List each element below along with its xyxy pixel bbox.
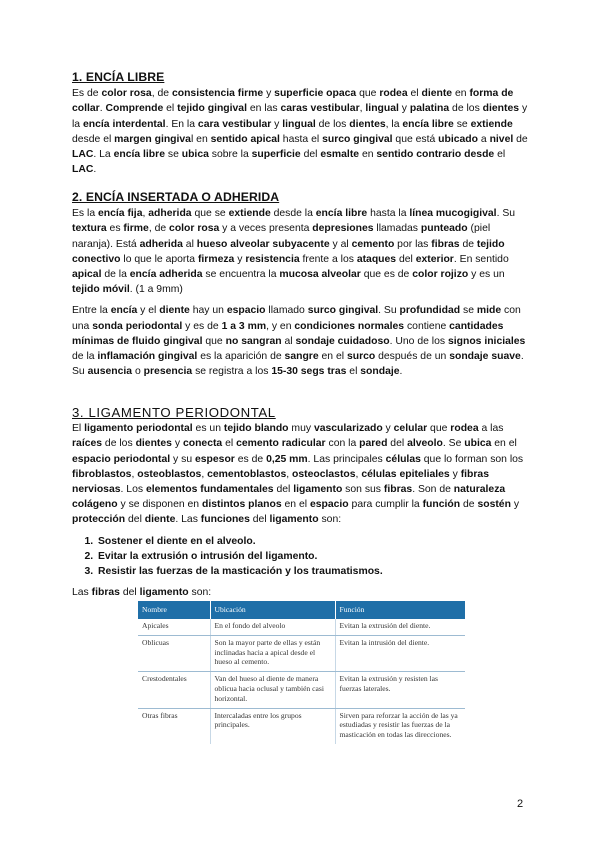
text-run: , la	[385, 118, 403, 130]
bold-run: superficie opaca	[274, 88, 357, 100]
bold-run: color rosa	[169, 223, 220, 235]
bold-run: ataques	[356, 253, 397, 265]
text-run: de	[459, 238, 477, 250]
text-run: Está	[115, 238, 140, 250]
table-cell: Evitan la extrusión del diente.	[335, 619, 465, 635]
text-run: y es un	[468, 269, 505, 281]
bold-run: rodea	[379, 88, 408, 100]
text-run: el	[163, 103, 178, 115]
bold-run: espacio periodontal	[72, 453, 171, 465]
text-run: , y en	[266, 320, 295, 332]
paragraph	[72, 421, 530, 527]
list-item: 2. Evitar la extrusión o intrusión del ligamento.	[96, 549, 530, 564]
text-run: es de	[234, 453, 267, 465]
section-heading: 1. ENCÍA LIBRE	[72, 70, 165, 84]
text-run: de los	[449, 103, 483, 115]
bold-run: conecta	[182, 438, 223, 450]
text-run: . Su	[496, 208, 516, 220]
bold-run: diente	[421, 88, 453, 100]
bold-run: fibras nerviosas	[72, 468, 489, 496]
text-run: , de	[148, 223, 170, 235]
text-run: en	[452, 88, 470, 100]
text-run: para cumplir la	[348, 499, 423, 511]
text-run: que lo forman son los	[420, 453, 524, 465]
bold-run: encía fija	[98, 208, 143, 220]
text-run: ,	[286, 468, 293, 480]
bold-run: profundidad	[399, 305, 461, 317]
table-cell: Evitan la intrusión del diente.	[335, 635, 465, 671]
bold-run: surco	[346, 351, 376, 363]
bold-run: no sangran	[225, 335, 282, 347]
text-run: son:	[188, 587, 212, 599]
text-run: llamadas	[373, 223, 421, 235]
text-run: (piel naranja).	[72, 223, 491, 250]
section-encia-libre	[72, 70, 530, 177]
bold-run: protección	[72, 514, 126, 526]
bold-run: consistencia firme	[171, 88, 264, 100]
text-run: en el	[491, 438, 517, 450]
text-run: .	[399, 366, 403, 378]
paragraph	[72, 206, 530, 297]
text-run: y	[271, 118, 283, 130]
bold-run: raíces	[72, 438, 103, 450]
bold-run: cementoblastos	[207, 468, 287, 480]
bold-run: encía	[110, 305, 138, 317]
text-run: de la	[72, 351, 98, 363]
bold-run: caras vestibular	[280, 103, 360, 115]
bold-run: depresiones	[312, 223, 374, 235]
bold-run: tejido conectivo	[72, 238, 505, 265]
text-run: y	[234, 253, 246, 265]
text-run: y es de	[182, 320, 222, 332]
bold-run: exterior	[415, 253, 454, 265]
bold-run: ligamento periodontal	[84, 423, 193, 435]
bold-run: presencia	[143, 366, 193, 378]
bold-run: condiciones normales	[294, 320, 405, 332]
text-run: . Su	[378, 305, 400, 317]
text-run: y el	[137, 305, 160, 317]
bold-run: LAC	[72, 149, 94, 161]
table-row	[138, 672, 465, 708]
bold-run: sostén	[477, 499, 511, 511]
text-run: que	[356, 88, 380, 100]
bold-run: encía libre	[402, 118, 454, 130]
text-run: , de	[151, 88, 172, 100]
bold-run: dientes	[135, 438, 172, 450]
text-run: se	[453, 118, 471, 130]
bold-run: sonda periodontal	[92, 320, 183, 332]
bold-run: punteado	[420, 223, 468, 235]
text-run: es un	[192, 423, 224, 435]
functions-list	[72, 534, 530, 580]
table-cell: Apicales	[138, 619, 210, 635]
bold-run: sondaje suave	[449, 351, 521, 363]
text-run: hasta la	[367, 208, 410, 220]
bold-run: superficie	[251, 149, 301, 161]
table-cell: Intercaladas entre los grupos principales.	[210, 708, 335, 744]
bold-run: espesor	[195, 453, 235, 465]
text-run: después de un	[375, 351, 450, 363]
text-run: del	[300, 149, 321, 161]
bold-run: firmeza	[197, 253, 235, 265]
bold-run: ubica	[464, 438, 492, 450]
text-run: . En la	[165, 118, 198, 130]
text-run: y	[382, 423, 394, 435]
text-run: Las	[72, 587, 92, 599]
table-header: Función	[335, 601, 465, 619]
text-run: llamado	[265, 305, 308, 317]
section-heading: 2. ENCÍA INSERTADA O ADHERIDA	[72, 190, 280, 204]
page-number: 2	[517, 798, 524, 810]
table-cell: En el fondo del alveolo	[210, 619, 335, 635]
bold-run: color rojizo	[412, 269, 469, 281]
text-run: . En sentido	[453, 253, 509, 265]
text-run: se	[164, 149, 182, 161]
bold-run: color rosa	[101, 88, 152, 100]
bold-run: esmalte	[320, 149, 360, 161]
bold-run: tejido blando	[223, 423, 289, 435]
bold-run: extiende	[470, 118, 513, 130]
bold-run: nivel	[489, 133, 514, 145]
paragraph	[72, 86, 530, 177]
text-run: frente a los	[299, 253, 357, 265]
bold-run: encía libre	[113, 149, 165, 161]
table-cell: Son la mayor parte de ellas y están inclinadas hacia a apical desde el hueso al cemento.	[210, 635, 335, 671]
text-run: . Son de	[412, 484, 454, 496]
bold-run: diente	[159, 305, 190, 317]
bold-run: osteoblastos	[137, 468, 202, 480]
text-run: .	[93, 164, 97, 176]
fibras-table	[138, 601, 465, 744]
bold-run: lingual	[282, 118, 316, 130]
bold-run: fibras	[91, 587, 120, 599]
text-run: de	[460, 499, 478, 511]
text-run: ,	[131, 468, 138, 480]
bold-run: ubicado	[438, 133, 479, 145]
text-run: del	[125, 514, 145, 526]
text-run: el	[346, 366, 361, 378]
table-row	[138, 635, 465, 671]
text-run: se	[460, 305, 477, 317]
text-run: y	[510, 499, 520, 511]
text-run: ,	[359, 103, 366, 115]
text-run: el	[494, 149, 506, 161]
text-run: que	[202, 335, 226, 347]
bold-run: sentido contrario desde	[376, 149, 495, 161]
text-run: con la	[325, 438, 360, 450]
table-cell: Evitan la extrusión y resisten las fuerzas laterales.	[335, 672, 465, 708]
text-run: es la aparición de	[197, 351, 285, 363]
table-cell: Oblicuas	[138, 635, 210, 671]
text-run: hasta el	[279, 133, 323, 145]
text-run: . Su	[72, 351, 524, 378]
text-run: el	[222, 438, 237, 450]
bold-run: espacio	[226, 305, 266, 317]
text-run: de los	[102, 438, 136, 450]
text-run: ,	[355, 468, 362, 480]
table-header-row	[138, 601, 465, 619]
bold-run: cantidades mínimas de fluido gingival	[72, 320, 504, 347]
table-cell: Otras fibras	[142, 710, 178, 720]
list-item: 3. Resistir las fuerzas de la masticación y los traumatismos.	[96, 564, 530, 579]
bold-run: dientes	[482, 103, 520, 115]
bold-run: LAC	[72, 164, 94, 176]
text-run: . Uno de los	[389, 335, 448, 347]
bold-run: ligamento	[139, 587, 189, 599]
bold-run: hueso alveolar subyacente	[196, 238, 330, 250]
text-run: y	[449, 468, 461, 480]
text-run: en el	[318, 351, 347, 363]
bold-run: fibras	[383, 484, 413, 496]
table-cell: Van del hueso al diente de manera oblicua hacia oclusal y también casi horizontal.	[210, 672, 335, 708]
text-run: sobre la	[208, 149, 252, 161]
table-cell: Sirven para reforzar la acción de las ya estudiadas y resistir las fuerzas de la masticación en todas las direcciones.	[335, 708, 465, 744]
text-run: del	[119, 587, 140, 599]
text-run: . La	[93, 149, 114, 161]
text-run: son:	[318, 514, 342, 526]
bold-run: sentido apical	[210, 133, 280, 145]
bold-run: sondaje cuidadoso	[295, 335, 390, 347]
bold-run: 1 a 3 mm	[221, 320, 267, 332]
bold-run: fibroblastos	[72, 468, 132, 480]
bold-run: elementos fundamentales	[145, 484, 274, 496]
text-run: por las	[394, 238, 432, 250]
bold-run: tejido gingival	[177, 103, 247, 115]
bold-run: células epiteliales	[361, 468, 450, 480]
text-run: del	[387, 438, 408, 450]
text-run: .	[99, 103, 106, 115]
bold-run: celular	[393, 423, 428, 435]
text-run: y	[263, 88, 275, 100]
text-run: se encuentra la	[202, 269, 280, 281]
text-run: del	[249, 514, 270, 526]
text-run: Es la	[72, 208, 98, 220]
bold-run: células	[385, 453, 421, 465]
text-run: de los	[315, 118, 350, 130]
bold-run: resistencia	[245, 253, 300, 265]
bold-run: función	[422, 499, 461, 511]
text-run: a	[478, 133, 490, 145]
text-run: y la	[72, 103, 528, 130]
text-run: con una	[72, 305, 521, 332]
text-run: que	[427, 423, 451, 435]
section-heading: 3. LIGAMENTO PERIODONTAL	[72, 405, 276, 420]
list-item: 1. Sostener el diente en el alveolo.	[96, 534, 530, 549]
text-run: y se disponen en	[117, 499, 202, 511]
text-run: . Los	[120, 484, 146, 496]
text-run: muy	[288, 423, 314, 435]
bold-run: extiende	[228, 208, 271, 220]
text-run: desde el	[72, 133, 115, 145]
section-ligamento	[72, 405, 530, 600]
bold-run: distintos planos	[201, 499, 282, 511]
text-run: . Las	[175, 514, 201, 526]
bold-run: dientes	[349, 118, 386, 130]
text-run: hay un	[189, 305, 227, 317]
text-run: al	[281, 335, 296, 347]
bold-run: encía libre	[315, 208, 368, 220]
bold-run: espacio	[309, 499, 349, 511]
bold-run: firme	[123, 223, 149, 235]
bold-run: adherida	[148, 208, 192, 220]
text-run: que está	[392, 133, 439, 145]
text-run: ,	[142, 208, 149, 220]
text-run: de la	[101, 269, 130, 281]
text-run: l en	[190, 133, 211, 145]
text-run: es	[106, 223, 124, 235]
text-run: y a veces presenta	[219, 223, 313, 235]
text-run: del	[273, 484, 294, 496]
bold-run: diente	[144, 514, 176, 526]
bold-run: surco gingival	[322, 133, 393, 145]
text-run: de	[513, 133, 528, 145]
text-run: a las	[478, 423, 504, 435]
text-run: se registra a los	[192, 366, 272, 378]
bold-run: cemento	[351, 238, 395, 250]
bold-run: Comprende	[105, 103, 164, 115]
bold-run: sangre	[284, 351, 319, 363]
bold-run: lingual	[365, 103, 399, 115]
bold-run: inflamación gingival	[97, 351, 198, 363]
bold-run: adherida	[139, 238, 183, 250]
bold-run: forma de collar	[72, 88, 514, 115]
bold-run: sondaje	[360, 366, 400, 378]
bold-run: fibras	[431, 238, 460, 250]
table-header: Ubicación	[210, 601, 335, 619]
section-encia-insertada	[72, 190, 530, 379]
text-run: el	[407, 88, 422, 100]
bold-run: ligamento	[293, 484, 343, 496]
bold-run: signos iniciales	[447, 335, 526, 347]
bold-run: línea mucogigival	[409, 208, 497, 220]
bold-run: pared	[359, 438, 388, 450]
bold-run: cara vestibular	[197, 118, 272, 130]
text-run: y	[171, 438, 183, 450]
bold-run: cemento radicular	[236, 438, 326, 450]
bold-run: alveolo	[407, 438, 443, 450]
bold-run: palatina	[409, 103, 450, 115]
table-header: Nombre	[138, 601, 210, 619]
text-run: al	[182, 238, 197, 250]
text-run: y	[398, 103, 410, 115]
bold-run: mide	[476, 305, 502, 317]
bold-run: apical	[72, 269, 102, 281]
bold-run: tejido móvil	[72, 284, 130, 296]
bold-run: encía interdental	[82, 118, 166, 130]
bold-run: textura	[72, 223, 107, 235]
bold-run: naturaleza colágeno	[72, 484, 506, 511]
text-run: . Se	[442, 438, 465, 450]
text-run: en las	[246, 103, 281, 115]
bold-run: vascularizado	[313, 423, 383, 435]
paragraph	[72, 303, 530, 379]
bold-run: margen gingiva	[114, 133, 191, 145]
bold-run: 0,25 mm	[266, 453, 308, 465]
text-run: contiene	[404, 320, 450, 332]
bold-run: ubica	[181, 149, 209, 161]
table-row	[138, 708, 465, 744]
bold-run: ausencia	[87, 366, 133, 378]
text-run: son sus	[342, 484, 384, 496]
bold-run: osteoclastos	[292, 468, 356, 480]
bold-run: 15-30 segs tras	[271, 366, 347, 378]
table-cell: Crestodentales	[138, 672, 210, 708]
text-run: . (1 a 9mm)	[129, 284, 183, 296]
text-run: en el	[281, 499, 310, 511]
text-run: Es de	[72, 88, 102, 100]
text-run: El	[72, 423, 85, 435]
bold-run: ligamento	[269, 514, 319, 526]
bold-run: funciones	[200, 514, 250, 526]
text-run: . Las principales	[307, 453, 386, 465]
text-run: lo que le aporta	[120, 253, 198, 265]
text-run: Entre la	[72, 305, 111, 317]
text-run: y su	[170, 453, 195, 465]
text-run: o	[132, 366, 144, 378]
text-run: ,	[201, 468, 208, 480]
bold-run: rodea	[450, 423, 479, 435]
bold-run: surco gingival	[307, 305, 379, 317]
text-run: en	[359, 149, 377, 161]
bold-run: mucosa alveolar	[279, 269, 361, 281]
table-row	[138, 619, 465, 635]
paragraph	[72, 585, 530, 600]
text-run: que es de	[360, 269, 413, 281]
text-run: del	[396, 253, 416, 265]
text-run: y al	[329, 238, 352, 250]
text-run: que se	[191, 208, 229, 220]
text-run: desde la	[270, 208, 316, 220]
bold-run: encía adherida	[129, 269, 203, 281]
